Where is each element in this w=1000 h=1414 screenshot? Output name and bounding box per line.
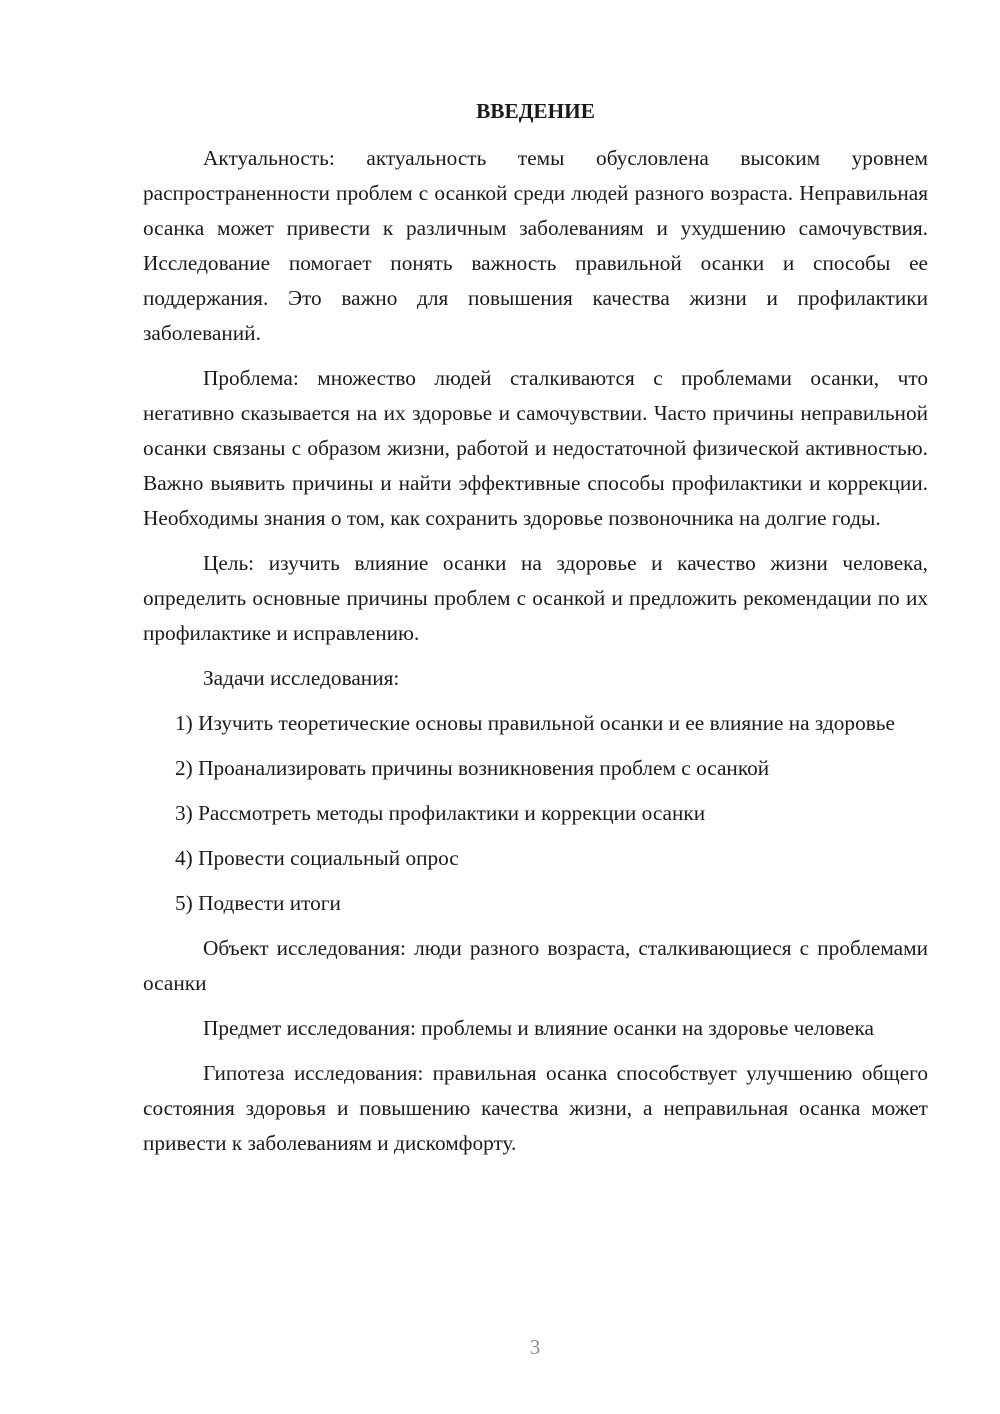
task-item: 2) Проанализировать причины возникновения проблем с осанкой [175,756,770,780]
task-item: 3) Рассмотреть методы профилактики и коррекции осанки [175,801,706,825]
subject-paragraph: Предмет исследования: проблемы и влияние осанки на здоровье человека [203,1016,874,1040]
hypothesis-paragraph: Гипотеза исследования: правильная осанка способствует улучшению общего состояния здоровья и повышению качества жизни, а неправильная осанка может привести к заболеваниям и дискомфорту. [143,1061,928,1155]
task-item: 4) Провести социальный опрос [175,846,459,870]
relevance-paragraph: Актуальность: актуальность темы обусловлена высоким уровнем распространенности проблем с осанкой среди людей разного возраста. Неправильная осанка может привести к различным заболеваниям и ухудшению самочувствия. Исследование помогает понять важность правильной осанки и способы ее поддержания. Это важно для повышения качества жизни и профилактики заболеваний. [143,146,928,345]
tasks-list [143,706,928,921]
object-paragraph: Объект исследования: люди разного возраста, сталкивающиеся с проблемами осанки [143,936,928,995]
goal-paragraph: Цель: изучить влияние осанки на здоровье и качество жизни человека, определить основные причины проблем с осанкой и предложить рекомендации по их профилактике и исправлению. [143,551,928,645]
page-number: 3 [529,1335,541,1359]
task-item: 5) Подвести итоги [175,891,341,915]
tasks-heading: Задачи исследования: [203,666,400,690]
page-content [143,94,928,1171]
problem-paragraph: Проблема: множество людей сталкиваются с проблемами осанки, что негативно сказывается на их здоровье и самочувствии. Часто причины неправильной осанки связаны с образом жизни, работой и недостаточной физической активностью. Важно выявить причины и найти эффективные способы профилактики и коррекции. Необходимы знания о том, как сохранить здоровье позвоночника на долгие годы. [143,366,928,530]
section-title: ВВЕДЕНИЕ [476,99,595,123]
task-item: 1) Изучить теоретические основы правильной осанки и ее влияние на здоровье [175,711,895,735]
